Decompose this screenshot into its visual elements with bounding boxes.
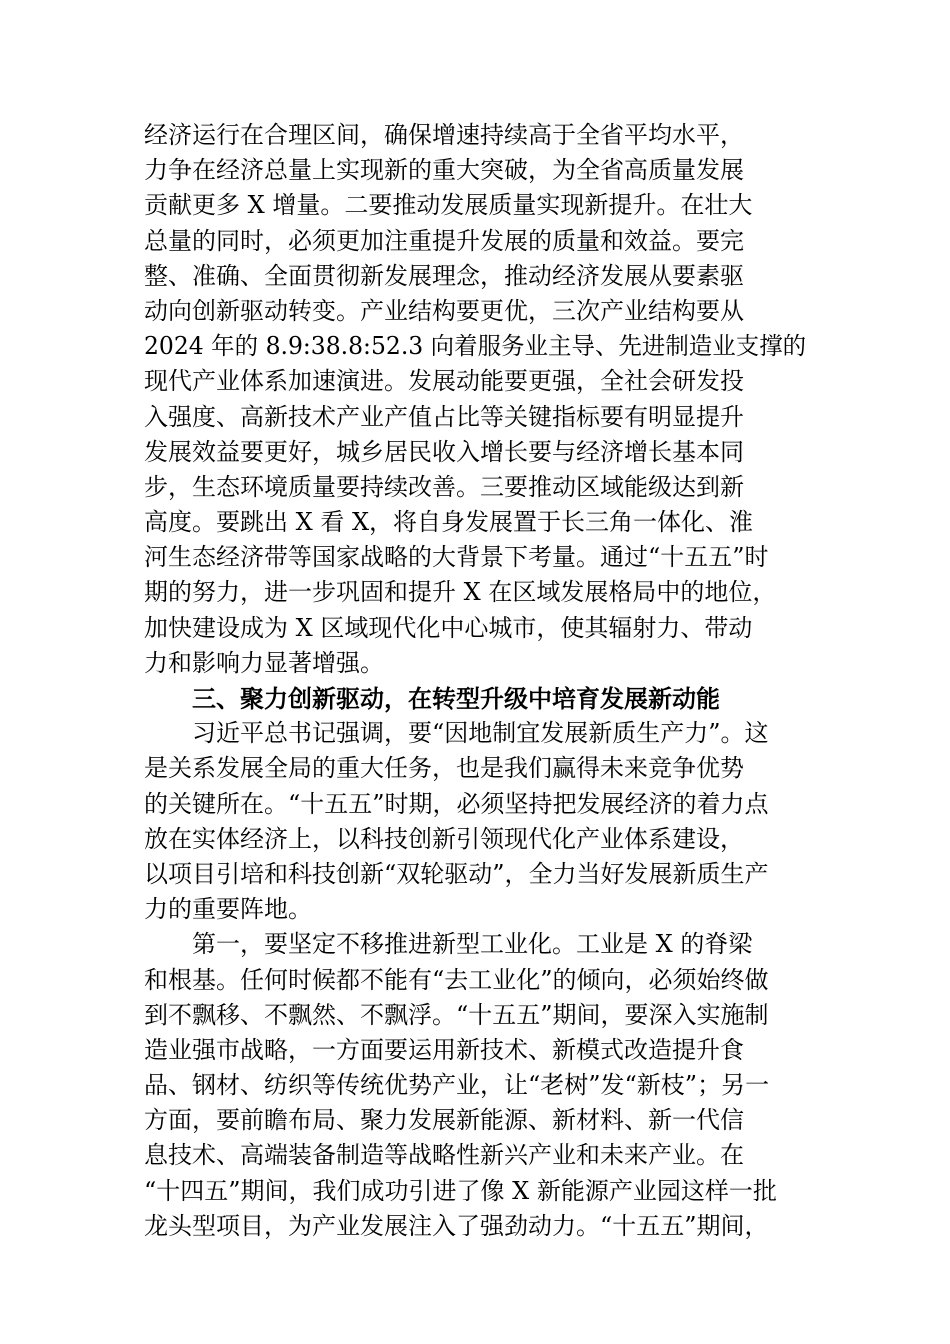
body-text-line: 方面，要前瞻布局、聚力发展新能源、新材料、新一代信: [144, 1106, 744, 1135]
body-text-line: “十四五”期间，我们成功引进了像 X 新能源产业园这样一批: [144, 1176, 777, 1205]
body-text-line: 习近平总书记强调，要“因地制宜发展新质生产力”。这: [192, 719, 769, 748]
body-text-line: 贡献更多 X 增量。二要推动发展质量实现新提升。在壮大: [144, 191, 753, 220]
body-text-line: 是关系发展全局的重大任务，也是我们赢得未来竞争优势: [144, 754, 744, 783]
body-text-line: 入强度、高新技术产业产值占比等关键指标要有明显提升: [144, 402, 744, 431]
body-text-line: 高度。要跳出 X 看 X，将自身发展置于长三角一体化、淮: [144, 508, 754, 537]
body-text-line: 的关键所在。“十五五”时期，必须坚持把发展经济的着力点: [144, 789, 769, 818]
body-text-line: 期的努力，进一步巩固和提升 X 在区域发展格局中的地位，: [144, 578, 777, 607]
body-text-line: 以项目引培和科技创新“双轮驱动”，全力当好发展新质生产: [144, 859, 769, 888]
body-text-line: 第一，要坚定不移推进新型工业化。工业是 X 的脊梁: [192, 930, 753, 959]
body-text-line: 造业强市战略，一方面要运用新技术、新模式改造提升食: [144, 1035, 744, 1064]
body-text-line: 力和影响力显著增强。: [144, 648, 384, 677]
body-text-line: 到不飘移、不飘然、不飘浮。“十五五”期间，要深入实施制: [144, 1000, 769, 1029]
body-text-line: 现代产业体系加速演进。发展动能要更强，全社会研发投: [144, 367, 744, 396]
body-text-line: 品、钢材、纺织等传统优势产业，让“老树”发“新枝”；另一: [144, 1071, 770, 1100]
body-text-line: 经济运行在合理区间，确保增速持续高于全省平均水平，: [144, 121, 744, 149]
body-text-line: 动向创新驱动转变。产业结构要更优，三次产业结构要从: [144, 296, 744, 325]
body-text-line: 2024 年的 8.9:38.8:52.3 向着服务业主导、先进制造业支撑的: [144, 332, 807, 361]
body-text-line: 龙头型项目，为产业发展注入了强劲动力。“十五五”期间，: [144, 1211, 769, 1240]
body-text-line: 总量的同时，必须更加注重提升发展的质量和效益。要完: [144, 226, 744, 255]
body-text-line: 发展效益要更好，城乡居民收入增长要与经济增长基本同: [144, 437, 744, 466]
body-text-line: 河生态经济带等国家战略的大背景下考量。通过“十五五”时: [144, 543, 769, 572]
body-text-line: 力的重要阵地。: [144, 895, 312, 924]
body-text-line: 放在实体经济上，以科技创新引领现代化产业体系建设，: [144, 824, 744, 853]
body-text-line: 力争在经济总量上实现新的重大突破，为全省高质量发展: [144, 156, 744, 185]
body-text-line: 息技术、高端装备制造等战略性新兴产业和未来产业。在: [144, 1141, 744, 1170]
body-text-line: 加快建设成为 X 区域现代化中心城市，使其辐射力、带动: [144, 613, 753, 642]
body-text-line: 和根基。任何时候都不能有“去工业化”的倾向，必须始终做: [144, 965, 769, 994]
document-body: [144, 118, 814, 1244]
section-heading: 三、聚力创新驱动，在转型升级中培育发展新动能: [192, 684, 720, 713]
body-text-line: 步，生态环境质量要持续改善。三要推动区域能级达到新: [144, 472, 744, 501]
body-text-line: 整、准确、全面贯彻新发展理念，推动经济发展从要素驱: [144, 261, 744, 290]
